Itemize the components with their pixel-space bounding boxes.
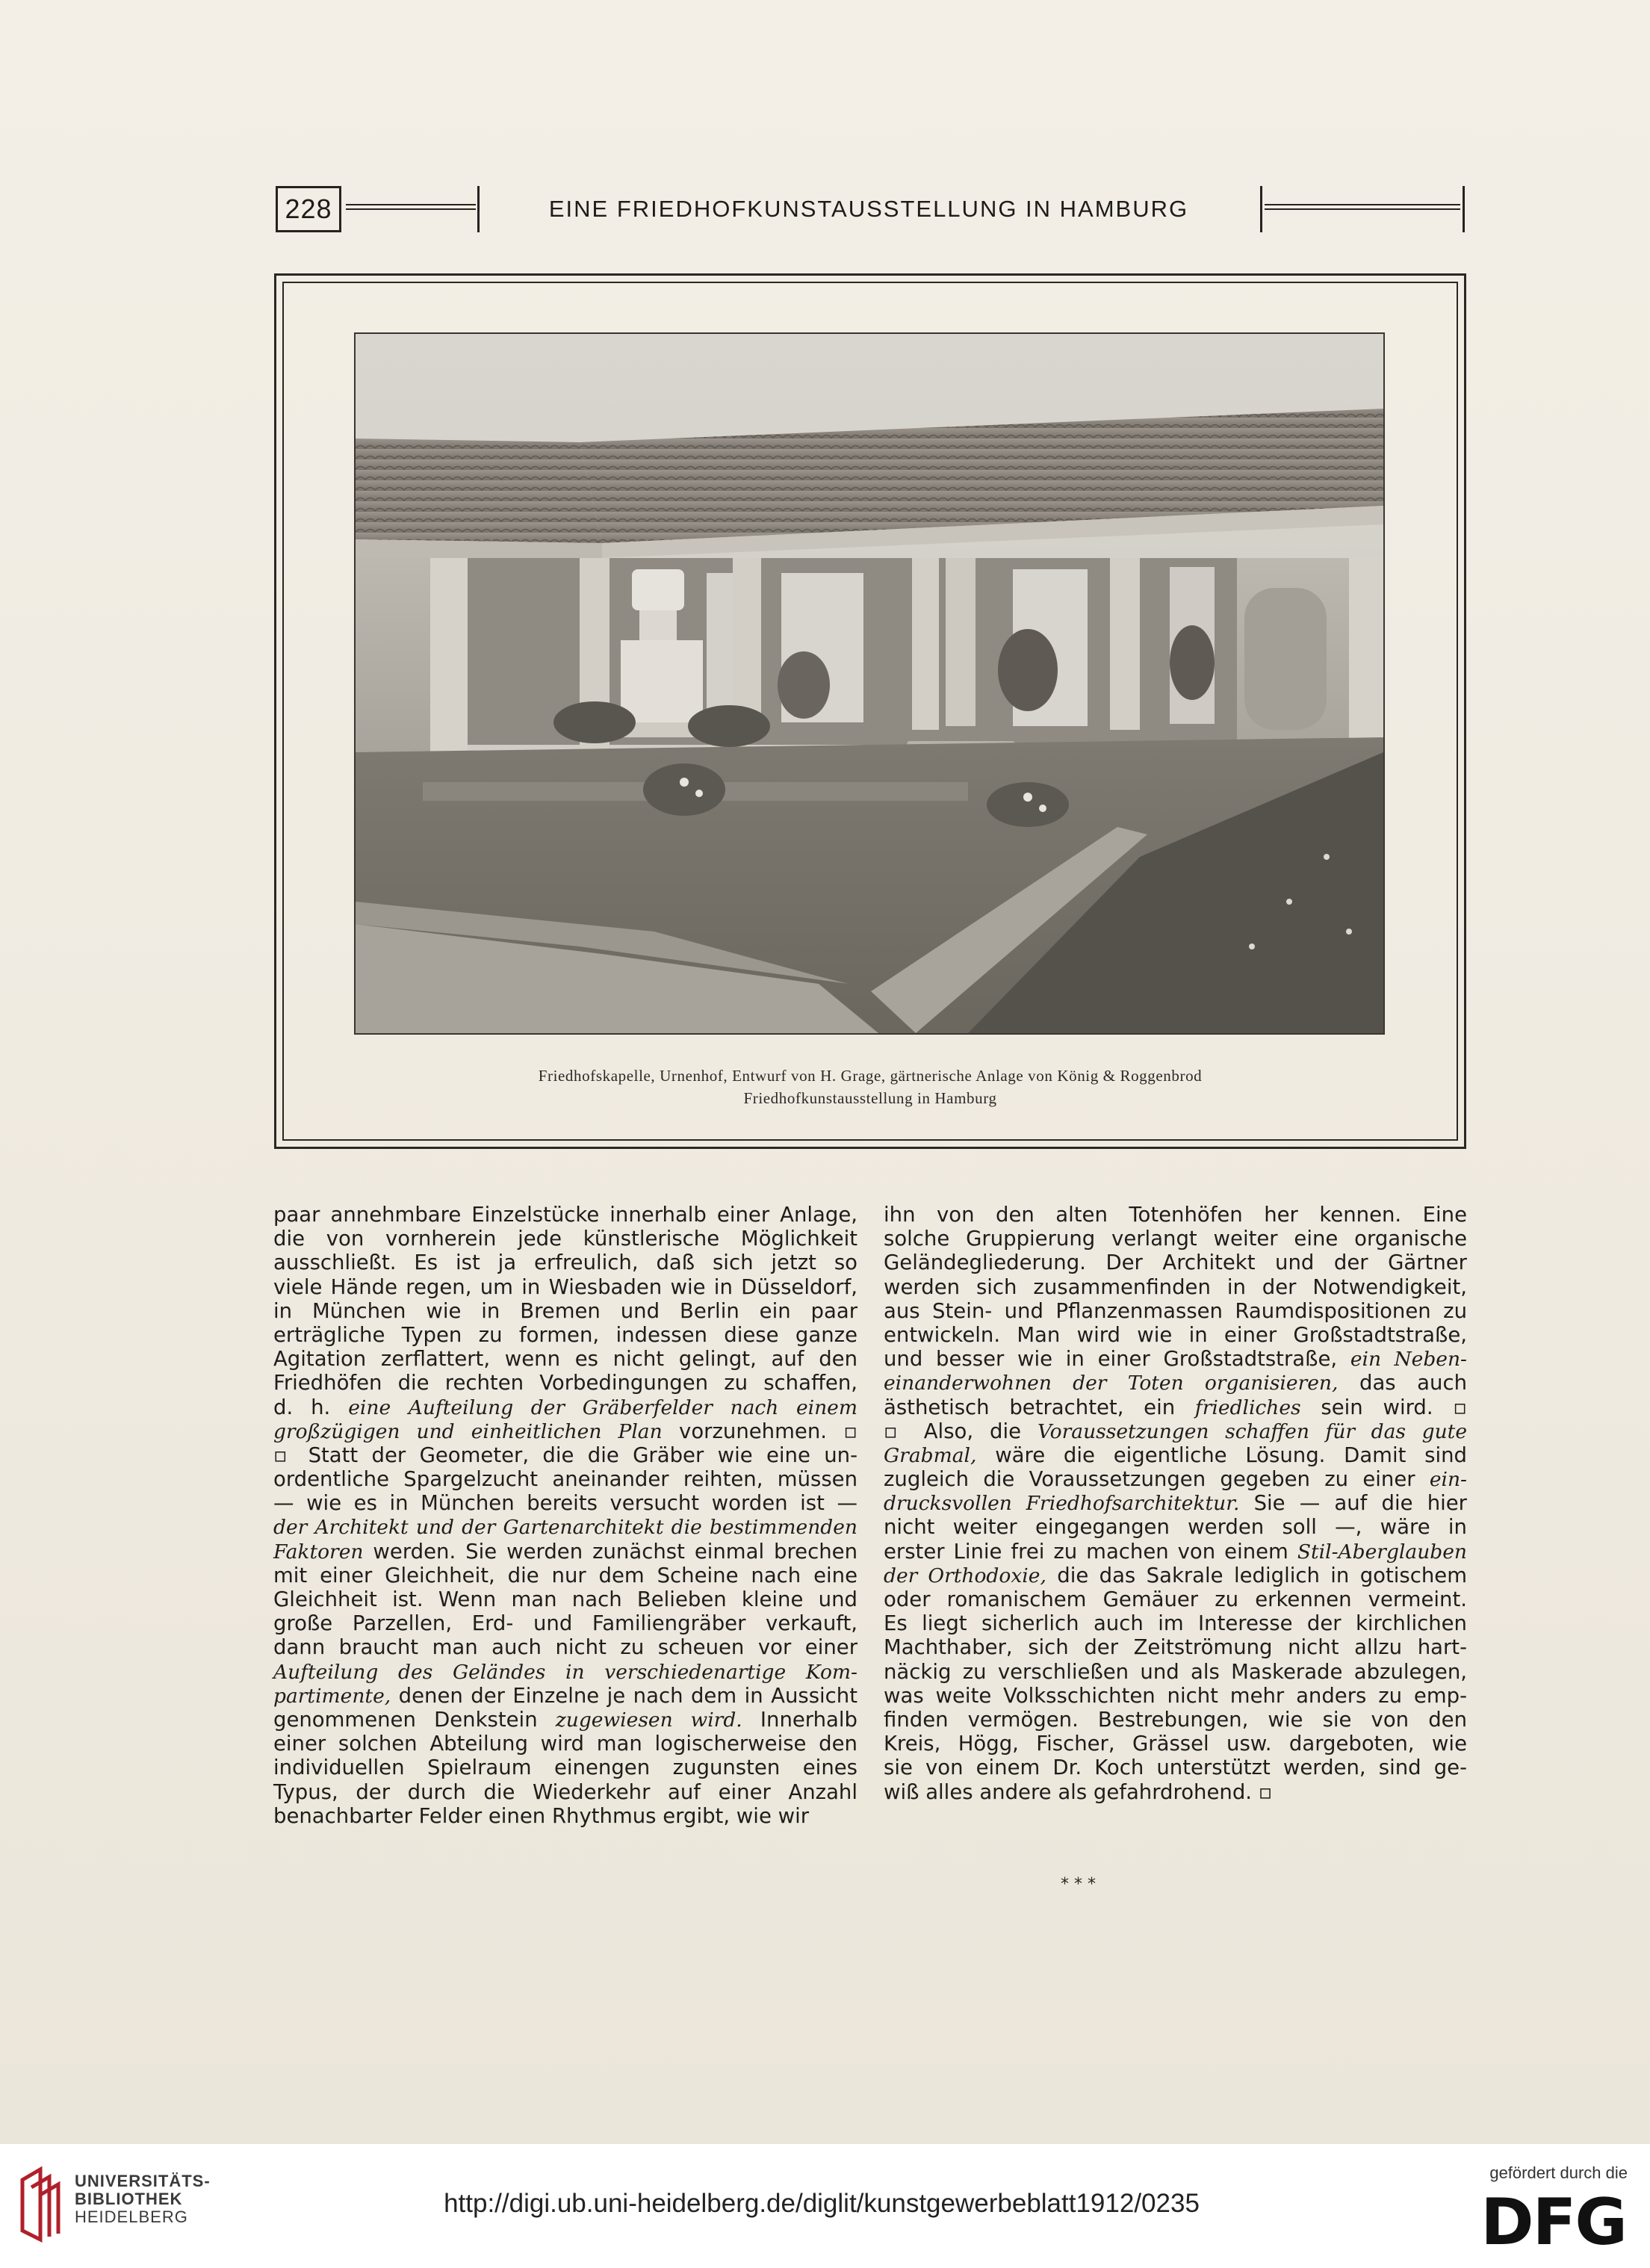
text-line <box>884 1515 1467 1539</box>
text-run: in München wie in Bremen und Berlin ein paar <box>273 1298 857 1323</box>
text-line <box>884 1780 1467 1804</box>
text-run: individuellen Spielraum einengen zugunsten eines <box>273 1756 857 1780</box>
text-run: sie von einem Dr. Koch unterstützt werden, sind ge- <box>884 1756 1467 1780</box>
text-run: Machthaber, sich der Zeitströmung nicht allzu hart- <box>884 1635 1467 1660</box>
text-run: Gleichheit ist. Wenn man nach Belieben kleine und <box>273 1587 857 1611</box>
funding-note: gefördert durch die <box>1489 2163 1628 2182</box>
body-column-left <box>273 1203 857 1828</box>
text-line <box>884 1564 1467 1587</box>
italic-text: friedliches <box>1194 1395 1301 1419</box>
cemetery-courtyard-photo <box>354 332 1385 1035</box>
header-rule-right <box>1265 204 1460 210</box>
text-run: viele Hände regen, um in Wiesbaden wie in Düsseldorf, <box>273 1274 857 1299</box>
text-line <box>884 1419 1467 1443</box>
text-run: genommenen Denkstein <box>273 1707 556 1732</box>
text-line <box>884 1323 1467 1347</box>
italic-text: großzügigen und einheitlichen Plan <box>273 1419 663 1443</box>
text-run: ▫ Statt der Geometer, die die Gräber wie eine un- <box>273 1443 857 1467</box>
text-line <box>273 1804 857 1828</box>
text-line <box>273 1467 857 1491</box>
italic-text: Aufteilung des Geländes in verschiedenartige Kom- <box>273 1660 857 1684</box>
text-line <box>273 1732 857 1756</box>
italic-text: partimente, <box>273 1684 391 1708</box>
italic-text: eine Aufteilung der Gräberfelder nach einem <box>348 1395 857 1419</box>
figure-caption-line1: Friedhofskapelle, Urnenhof, Entwurf von H. Grage, gärtnerische Anlage von König & Roggenbrod <box>538 1067 1203 1085</box>
italic-text: ein Neben- <box>1350 1348 1467 1372</box>
text-run: wiß alles andere als gefahrdrohend. ▫ <box>884 1779 1273 1804</box>
text-run: ausschließt. Es ist ja erfreulich, daß sich jetzt so <box>273 1251 857 1275</box>
text-run: sein wird. ▫ <box>1300 1395 1467 1419</box>
header-rule-left <box>346 204 476 210</box>
page-number: 228 <box>276 186 341 232</box>
text-line <box>884 1611 1467 1635</box>
text-run: Typus, der durch die Wiederkehr auf einer Anzahl <box>273 1779 857 1804</box>
text-line <box>273 1443 857 1467</box>
text-run: nicht weiter eingegangen werden soll —, wäre in <box>884 1515 1467 1540</box>
text-run: Friedhöfen die rechten Vorbedingungen zu schaffen, <box>273 1371 857 1395</box>
text-line <box>884 1299 1467 1323</box>
text-line <box>273 1780 857 1804</box>
text-run: das auch <box>1338 1371 1467 1395</box>
text-line <box>273 1323 857 1347</box>
text-run: werden sich zusammenfinden in der Notwendigkeit, <box>884 1274 1467 1299</box>
text-run: Kreis, Högg, Fischer, Grässel usw. dargeboten, wie <box>884 1732 1467 1756</box>
text-line <box>884 1587 1467 1611</box>
italic-text: Voraussetzungen schaffen für das gute <box>1037 1419 1467 1443</box>
figure-caption-line2: Friedhofkunstausstellung in Hamburg <box>743 1089 997 1107</box>
text-run: Agitation zerflattert, wenn es nicht gelingt, auf den <box>273 1347 857 1372</box>
text-line <box>884 1540 1467 1564</box>
text-line <box>273 1491 857 1515</box>
section-break: * * * <box>1061 1875 1096 1894</box>
text-run: Es liegt sicherlich auch im Interesse der kirchlichen <box>884 1611 1467 1636</box>
permalink-url[interactable]: http://digi.ub.uni-heidelberg.de/diglit/kunstgewerbeblatt1912/0235 <box>444 2189 1200 2218</box>
italic-text: drucksvollen Friedhofsarchitektur. <box>884 1492 1240 1516</box>
text-run: aus Stein- und Pflanzenmassen Raumdispositionen zu <box>884 1298 1467 1323</box>
text-line <box>273 1299 857 1323</box>
university-library-logo <box>18 2165 63 2246</box>
text-line <box>273 1587 857 1611</box>
italic-text: Grabmal, <box>884 1443 977 1467</box>
text-line <box>884 1275 1467 1299</box>
text-run: die von vornherein jede künstlerische Möglichkeit <box>273 1227 857 1251</box>
italic-text: Faktoren <box>273 1540 364 1564</box>
text-line <box>273 1635 857 1659</box>
text-line <box>273 1756 857 1779</box>
text-line <box>884 1732 1467 1756</box>
dfg-logo: DFG <box>1480 2185 1626 2260</box>
text-line <box>884 1203 1467 1227</box>
text-line <box>273 1684 857 1708</box>
text-line <box>884 1443 1467 1467</box>
text-run: ▫ Also, die <box>884 1419 1038 1443</box>
text-line <box>273 1371 857 1395</box>
text-run: Geländegliederung. Der Architekt und der Gärtner <box>884 1251 1467 1275</box>
text-run: dann braucht man auch nicht zu scheuen vor einer <box>273 1635 857 1660</box>
italic-text: zugewiesen wird. <box>555 1708 742 1732</box>
text-line <box>273 1203 857 1227</box>
text-line <box>273 1395 857 1419</box>
text-run: oder romanischem Gemäuer zu erkennen vermeint. <box>884 1587 1467 1611</box>
library-name: UNIVERSITÄTS- BIBLIOTHEK HEIDELBERG <box>75 2172 211 2226</box>
digitization-footer <box>0 2144 1650 2268</box>
text-line <box>273 1515 857 1539</box>
text-run: ihn von den alten Totenhöfen her kennen. Eine <box>884 1203 1467 1227</box>
text-line <box>884 1708 1467 1732</box>
text-line <box>273 1251 857 1274</box>
italic-text: einanderwohnen der Toten organisieren, <box>884 1372 1339 1395</box>
text-line <box>273 1540 857 1564</box>
text-line <box>884 1251 1467 1274</box>
italic-text: der Orthodoxie, <box>884 1564 1046 1587</box>
text-line <box>273 1660 857 1684</box>
text-line <box>273 1227 857 1251</box>
text-run: ordentliche Spargelzucht aneinander reihten, müssen <box>273 1467 857 1492</box>
text-run: — wie es in München bereits versucht worden ist — <box>273 1491 857 1516</box>
text-line <box>884 1660 1467 1684</box>
text-line <box>273 1419 857 1443</box>
text-run: mit einer Gleichheit, die nur dem Scheine nach eine <box>273 1563 857 1587</box>
text-line <box>273 1611 857 1635</box>
running-header <box>276 186 1465 232</box>
text-run: entwickeln. Man wird wie in einer Großstadtstraße, <box>884 1322 1467 1347</box>
text-run: und besser wie in einer Großstadtstraße, <box>884 1347 1350 1372</box>
text-run: große Parzellen, Erd- und Familiengräber verkauft, <box>273 1611 857 1636</box>
text-run: Innerhalb <box>742 1707 857 1732</box>
text-line <box>884 1491 1467 1515</box>
text-run: vorzunehmen. ▫ <box>662 1419 858 1443</box>
text-run: benachbarter Felder einen Rhythmus ergibt, wie wir <box>273 1803 810 1828</box>
text-line <box>884 1371 1467 1395</box>
text-line <box>884 1684 1467 1708</box>
text-run: paar annehmbare Einzelstücke innerhalb einer Anlage, <box>273 1203 857 1227</box>
italic-text: ein- <box>1429 1468 1467 1492</box>
text-run: denen der Einzelne je nach dem in Aussicht <box>391 1683 857 1708</box>
text-line <box>884 1756 1467 1779</box>
text-run: wäre die eigentliche Lösung. Damit sind <box>976 1443 1467 1467</box>
text-run: die das Sakrale lediglich in gotischem <box>1046 1563 1467 1587</box>
text-line <box>273 1564 857 1587</box>
italic-text: Stil-Aberglauben <box>1297 1540 1467 1564</box>
text-line <box>884 1395 1467 1419</box>
italic-text: der Architekt und der Gartenarchitekt die bestimmenden <box>273 1516 857 1540</box>
text-line <box>273 1347 857 1371</box>
text-line <box>273 1275 857 1299</box>
running-title: EINE FRIEDHOFKUNSTAUSSTELLUNG IN HAMBURG <box>548 196 1189 222</box>
text-line <box>884 1467 1467 1491</box>
text-line <box>273 1708 857 1732</box>
text-run: d. h. <box>273 1395 349 1419</box>
text-run: Sie — auf die hier <box>1239 1491 1467 1516</box>
text-run: ästhetisch betrachtet, ein <box>884 1395 1195 1419</box>
text-line <box>884 1347 1467 1371</box>
text-run: finden vermögen. Bestrebungen, wie sie von den <box>884 1707 1467 1732</box>
text-run: erträgliche Typen zu formen, indessen diese ganze <box>273 1322 857 1347</box>
text-run: näckig zu verschließen und als Maskerade abzulegen, <box>884 1659 1467 1684</box>
text-line <box>884 1635 1467 1659</box>
text-line <box>884 1227 1467 1251</box>
text-run: solche Gruppierung verlangt weiter eine organische <box>884 1227 1467 1251</box>
text-run: was weite Volksschichten nicht mehr anders zu emp- <box>884 1683 1467 1708</box>
text-run: zugleich die Voraussetzungen gegeben zu einer <box>884 1467 1430 1492</box>
text-run: einer solchen Abteilung wird man logischerweise den <box>273 1732 857 1756</box>
text-run: erster Linie frei zu machen von einem <box>884 1539 1297 1564</box>
text-run: werden. Sie werden zunächst einmal brechen <box>363 1539 857 1564</box>
body-column-right <box>884 1203 1467 1804</box>
